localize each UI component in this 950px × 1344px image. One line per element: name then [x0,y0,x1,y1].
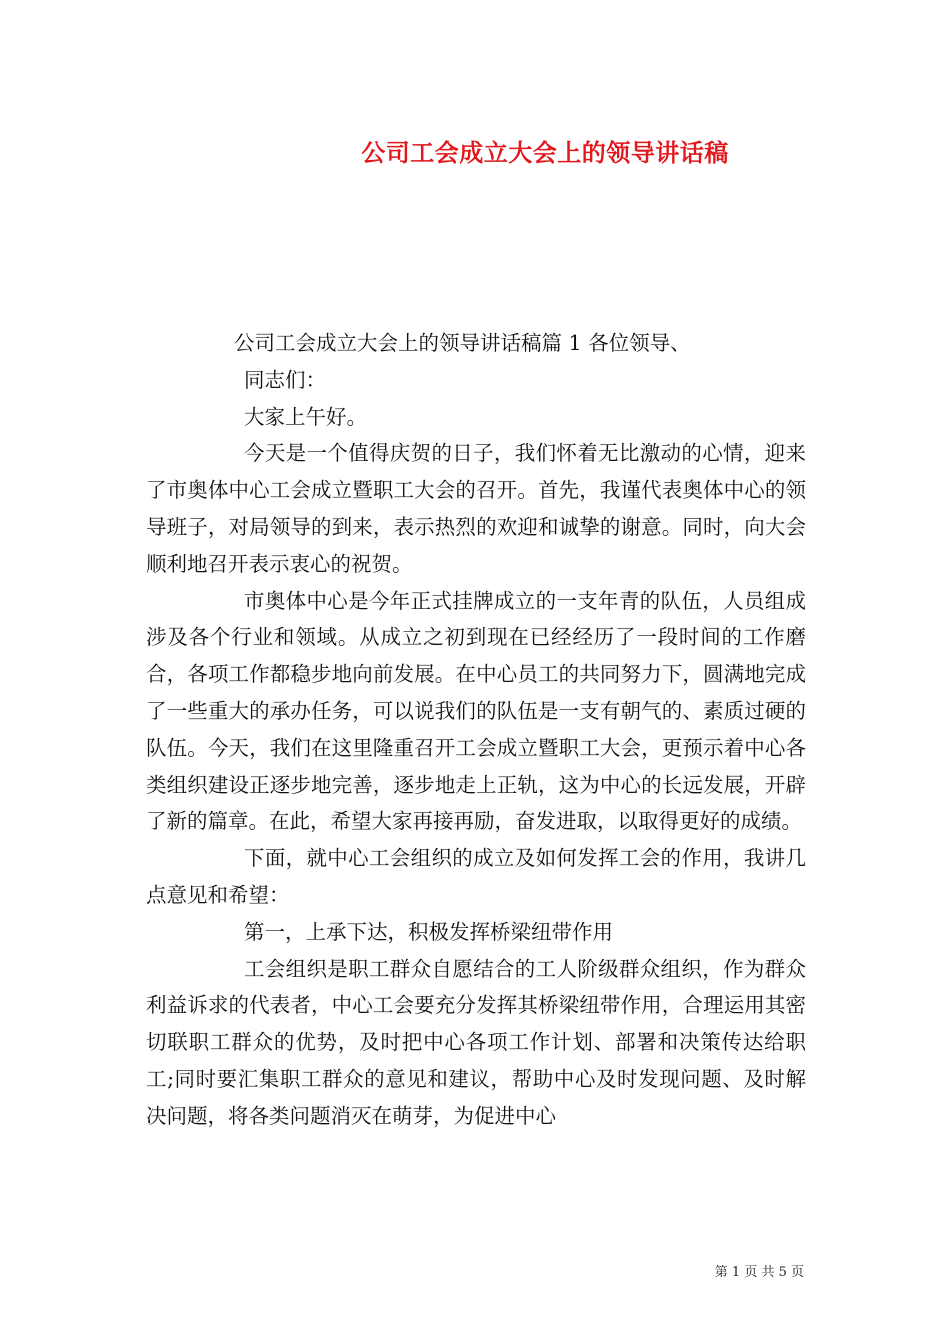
paragraph: 市奥体中心是今年正式挂牌成立的一支年青的队伍，人员组成涉及各个行业和领域。从成立之初到现在已经经历了一段时间的工作磨合，各项工作都稳步地向前发展。在中心员工的共同努力下，圆满地完成了一些重大的承办任务，可以说我们的队伍是一支有朝气的、素质过硬的队伍。今天，我们在这里隆重召开工会成立暨职工大会，更预示着中心各类组织建设正逐步地完善，逐步地走上正轨，这为中心的长远发展，开辟了新的篇章。在此，希望大家再接再励，奋发进取，以取得更好的成绩。 [146,588,806,834]
paragraph: 下面，就中心工会组织的成立及如何发挥工会的作用，我讲几点意见和希望： [146,846,806,907]
document-body [146,325,806,1135]
document-title: 公司工会成立大会上的领导讲话稿 [361,138,729,167]
section-heading: 第一，上承下达，积极发挥桥梁纽带作用 [244,919,613,944]
page-footer: 第 1 页 共 5 页 [714,1265,804,1280]
greeting: 大家上午好。 [244,404,367,429]
paragraph: 今天是一个值得庆贺的日子，我们怀着无比激动的心情，迎来了市奥体中心工会成立暨职工大会的召开。首先，我谨代表奥体中心的领导班子，对局领导的到来，表示热烈的欢迎和诚挚的谢意。同时，向大会顺利地召开表示衷心的祝贺。 [146,441,806,576]
salutation: 同志们： [244,367,326,392]
opening-line: 公司工会成立大会上的领导讲话稿篇 1 各位领导、 [234,331,691,355]
paragraph: 工会组织是职工群众自愿结合的工人阶级群众组织，作为群众利益诉求的代表者，中心工会要充分发挥其桥梁纽带作用，合理运用其密切联职工群众的优势，及时把中心各项工作计划、部署和决策传达给职工;同时要汇集职工群众的意见和建议，帮助中心及时发现问题、及时解决问题，将各类问题消灭在萌芽，为促进中心 [146,956,806,1128]
